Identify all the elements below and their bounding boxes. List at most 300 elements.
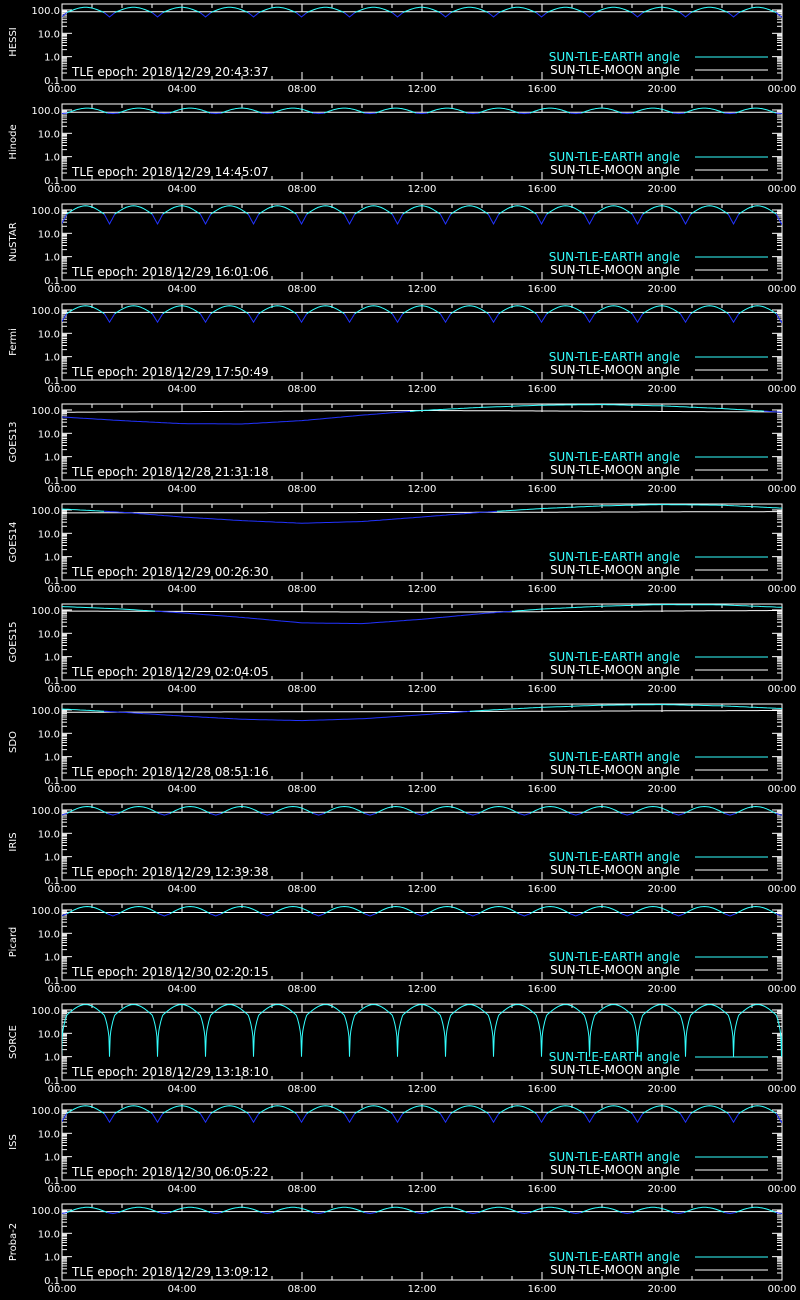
y-tick-label: 1.0: [44, 1052, 60, 1064]
earth-angle-series: [691, 1005, 728, 1016]
x-tick-label: 04:00: [167, 584, 197, 595]
earth-dip-series: [152, 1015, 163, 1057]
legend-earth-label: SUN-TLE-EARTH angle: [548, 850, 680, 864]
earth-dip-series: [724, 813, 735, 815]
satellite-name-label: SORCE: [8, 1025, 19, 1059]
x-tick-label: 04:00: [167, 1284, 197, 1295]
tle-epoch-label: TLE epoch: 2018/12/29 16:01:06: [72, 265, 269, 279]
x-tick-label: 12:00: [407, 1184, 437, 1195]
earth-dip-series: [200, 214, 211, 224]
earth-angle-series: [211, 1005, 248, 1016]
earth-dip-series: [467, 113, 478, 114]
earth-dip-series: [728, 214, 739, 224]
y-tick-label: 100.0: [31, 205, 60, 217]
earth-dip-series: [680, 1114, 691, 1123]
x-tick-label: 04:00: [167, 384, 197, 395]
series-group: [19, 1005, 800, 1057]
x-tick-label: 20:00: [647, 684, 677, 695]
satellite-name-label: NuSTAR: [8, 222, 19, 262]
x-tick-label: 16:00: [527, 884, 557, 895]
x-tick-label: 16:00: [527, 384, 557, 395]
y-tick-label: 100.0: [31, 1205, 60, 1217]
panel-goes15: [8, 604, 796, 695]
x-tick-label: 16:00: [527, 584, 557, 595]
earth-dip-series: [392, 214, 403, 224]
earth-dip-series: [488, 314, 499, 323]
y-tick-label: 1.0: [44, 852, 60, 864]
earth-dip-series: [467, 813, 478, 815]
x-tick-label: 16:00: [527, 1084, 557, 1095]
earth-dip-series: [584, 13, 595, 17]
x-tick-label: 12:00: [407, 284, 437, 295]
y-tick-label: 10.0: [37, 629, 60, 641]
x-tick-label: 00:00: [47, 884, 77, 895]
earth-dip-series: [673, 914, 684, 916]
earth-dip-series: [632, 1114, 643, 1123]
y-tick-label: 1.0: [44, 1252, 60, 1264]
satellite-name-label: SDO: [8, 731, 19, 753]
x-tick-label: 20:00: [647, 184, 677, 195]
series-group: [19, 206, 800, 224]
earth-dip-series: [392, 13, 403, 17]
earth-dip-series: [536, 314, 547, 323]
earth-dip-series: [152, 1114, 163, 1123]
earth-dip-series: [416, 813, 427, 815]
x-tick-label: 12:00: [407, 484, 437, 495]
earth-dip-series: [104, 1015, 115, 1057]
satellite-name-label: Picard: [8, 926, 19, 958]
earth-dip-series: [248, 13, 259, 17]
tle-epoch-label: TLE epoch: 2018/12/28 08:51:16: [72, 765, 269, 779]
earth-dip-series: [680, 214, 691, 224]
legend-earth-label: SUN-TLE-EARTH angle: [548, 550, 680, 564]
earth-dip-series: [570, 1213, 581, 1214]
y-tick-label: 100.0: [31, 905, 60, 917]
x-tick-label: 08:00: [287, 684, 317, 695]
y-tick-label: 10.0: [37, 129, 60, 141]
series-group: [16, 1207, 800, 1213]
earth-dip-series: [519, 1213, 530, 1214]
earth-dip-series: [296, 13, 307, 17]
y-tick-label: 0.1: [44, 376, 60, 387]
earth-dip-series: [488, 1015, 499, 1057]
earth-dip-series: [570, 813, 581, 815]
earth-dip-series: [313, 813, 324, 815]
earth-dip-series: [313, 1213, 324, 1214]
y-tick-label: 1.0: [44, 652, 60, 664]
x-tick-label: 08:00: [287, 984, 317, 995]
earth-dip-series: [104, 314, 115, 323]
x-tick-label: 04:00: [167, 984, 197, 995]
x-tick-label: 04:00: [167, 84, 197, 95]
earth-dip-series: [210, 1213, 221, 1214]
x-tick-label: 00:00: [47, 1184, 77, 1195]
legend-earth-label: SUN-TLE-EARTH angle: [548, 1250, 680, 1264]
earth-dip-series: [248, 1015, 259, 1057]
x-tick-label: 20:00: [647, 584, 677, 595]
earth-dip-series: [200, 1114, 211, 1123]
legend-moon-label: SUN-TLE-MOON angle: [550, 463, 680, 477]
panel-goes14: [8, 504, 796, 595]
satellite-name-label: GOES14: [8, 521, 19, 563]
y-tick-label: 100.0: [31, 805, 60, 817]
satellite-name-label: Proba-2: [8, 1222, 19, 1262]
legend-moon-label: SUN-TLE-MOON angle: [550, 663, 680, 677]
satellite-name-label: ISS: [8, 1134, 19, 1150]
x-tick-label: 08:00: [287, 384, 317, 395]
x-tick-label: 00:00: [767, 1084, 797, 1095]
legend-moon-label: SUN-TLE-MOON angle: [550, 963, 680, 977]
x-tick-label: 12:00: [407, 584, 437, 595]
legend-moon-label: SUN-TLE-MOON angle: [550, 263, 680, 277]
x-tick-label: 08:00: [287, 1184, 317, 1195]
x-tick-label: 12:00: [407, 84, 437, 95]
tle-epoch-label: TLE epoch: 2018/12/29 20:43:37: [72, 65, 269, 79]
earth-dip-series: [107, 813, 118, 815]
legend-moon-label: SUN-TLE-MOON angle: [550, 763, 680, 777]
legend-earth-label: SUN-TLE-EARTH angle: [548, 1050, 680, 1064]
y-tick-label: 0.1: [44, 1276, 60, 1287]
earth-dip-series: [536, 214, 547, 224]
panel-picard: [8, 904, 800, 995]
earth-angle-series: [115, 1005, 152, 1016]
earth-dip-series: [570, 914, 581, 916]
x-tick-label: 16:00: [527, 284, 557, 295]
earth-dip-series: [262, 113, 273, 114]
earth-angle-series: [62, 607, 155, 612]
x-tick-label: 20:00: [647, 1284, 677, 1295]
earth-angle-series: [787, 1207, 800, 1212]
y-tick-label: 0.1: [44, 876, 60, 887]
series-group: [19, 7, 800, 17]
y-tick-label: 100.0: [31, 505, 60, 517]
x-tick-label: 04:00: [167, 284, 197, 295]
earth-angle-series: [259, 1005, 296, 1016]
earth-dip-series: [416, 914, 427, 916]
x-tick-label: 00:00: [47, 684, 77, 695]
y-tick-label: 10.0: [37, 729, 60, 741]
panel-hessi: [8, 4, 800, 95]
panel-fermi: [8, 304, 800, 395]
y-tick-label: 10.0: [37, 1029, 60, 1041]
earth-dip-series: [622, 914, 633, 916]
earth-dip-series: [107, 914, 118, 916]
tle-epoch-label: TLE epoch: 2018/12/29 17:50:49: [72, 365, 269, 379]
earth-angle-series: [739, 1005, 776, 1016]
earth-dip-series: [467, 914, 478, 916]
earth-dip-series: [392, 1015, 403, 1057]
earth-dip-series: [440, 1015, 451, 1057]
earth-dip-series: [262, 914, 273, 916]
x-tick-label: 16:00: [527, 184, 557, 195]
x-tick-label: 00:00: [47, 1284, 77, 1295]
series-group: [16, 807, 800, 816]
earth-dip-series: [152, 314, 163, 323]
y-tick-label: 10.0: [37, 529, 60, 541]
earth-dip-series: [440, 214, 451, 224]
earth-angle-series: [787, 1005, 800, 1016]
earth-dip-series: [632, 214, 643, 224]
earth-dip-series: [262, 1213, 273, 1214]
y-tick-label: 0.1: [44, 1076, 60, 1087]
earth-dip-series: [536, 13, 547, 17]
y-tick-label: 10.0: [37, 929, 60, 941]
tle-epoch-label: TLE epoch: 2018/12/29 14:45:07: [72, 165, 269, 179]
x-tick-label: 20:00: [647, 384, 677, 395]
y-tick-label: 0.1: [44, 176, 60, 187]
panel-goes13: [8, 404, 796, 495]
x-tick-label: 00:00: [767, 784, 797, 795]
tle-epoch-label: TLE epoch: 2018/12/29 13:09:12: [72, 1265, 269, 1279]
y-tick-label: 0.1: [44, 776, 60, 787]
earth-dip-series: [488, 13, 499, 17]
y-tick-label: 0.1: [44, 676, 60, 687]
x-tick-label: 12:00: [407, 1284, 437, 1295]
y-tick-label: 10.0: [37, 1229, 60, 1241]
legend-moon-label: SUN-TLE-MOON angle: [550, 363, 680, 377]
x-tick-label: 08:00: [287, 84, 317, 95]
series-group: [16, 108, 800, 114]
earth-angle-series: [67, 1005, 104, 1016]
earth-dip-series: [296, 314, 307, 323]
earth-dip-series: [107, 113, 118, 114]
earth-dip-series: [152, 13, 163, 17]
x-tick-label: 20:00: [647, 984, 677, 995]
y-tick-label: 1.0: [44, 352, 60, 364]
earth-angle-series: [497, 505, 782, 512]
x-tick-label: 12:00: [407, 784, 437, 795]
tle-epoch-label: TLE epoch: 2018/12/29 12:39:38: [72, 865, 269, 879]
earth-dip-series: [200, 1015, 211, 1057]
x-tick-label: 16:00: [527, 484, 557, 495]
earth-angle-series: [787, 306, 800, 314]
y-tick-label: 100.0: [31, 1105, 60, 1117]
earth-angle-series: [451, 1005, 488, 1016]
x-tick-label: 00:00: [767, 584, 797, 595]
legend-moon-label: SUN-TLE-MOON angle: [550, 1063, 680, 1077]
earth-angle-series: [355, 1005, 392, 1016]
y-tick-label: 100.0: [31, 305, 60, 317]
legend-moon-label: SUN-TLE-MOON angle: [550, 863, 680, 877]
satellite-name-label: Fermi: [8, 328, 19, 356]
legend-earth-label: SUN-TLE-EARTH angle: [548, 350, 680, 364]
x-tick-label: 12:00: [407, 984, 437, 995]
x-tick-label: 00:00: [47, 184, 77, 195]
legend-earth-label: SUN-TLE-EARTH angle: [548, 450, 680, 464]
x-tick-label: 04:00: [167, 884, 197, 895]
earth-angle-series: [307, 1005, 344, 1016]
earth-dip-series: [680, 1015, 691, 1057]
earth-angle-series: [62, 411, 410, 424]
legend-moon-label: SUN-TLE-MOON angle: [550, 563, 680, 577]
x-tick-label: 00:00: [47, 84, 77, 95]
x-tick-label: 00:00: [47, 484, 77, 495]
earth-dip-series: [673, 1213, 684, 1214]
earth-dip-series: [344, 1114, 355, 1123]
legend-earth-label: SUN-TLE-EARTH angle: [548, 150, 680, 164]
earth-dip-series: [519, 813, 530, 815]
earth-dip-series: [519, 113, 530, 114]
earth-dip-series: [210, 914, 221, 916]
earth-dip-series: [519, 914, 530, 916]
x-tick-label: 12:00: [407, 384, 437, 395]
panel-sorce: [8, 1004, 800, 1095]
earth-dip-series: [104, 13, 115, 17]
earth-dip-series: [488, 214, 499, 224]
x-tick-label: 00:00: [47, 784, 77, 795]
x-tick-label: 00:00: [47, 284, 77, 295]
panel-proba-2: [8, 1204, 800, 1295]
tle-epoch-label: TLE epoch: 2018/12/29 13:18:10: [72, 1065, 269, 1079]
y-tick-label: 10.0: [37, 229, 60, 241]
earth-dip-series: [159, 1213, 170, 1214]
earth-dip-series: [296, 214, 307, 224]
legend-earth-label: SUN-TLE-EARTH angle: [548, 650, 680, 664]
earth-dip-series: [584, 214, 595, 224]
x-tick-label: 12:00: [407, 184, 437, 195]
x-tick-label: 00:00: [767, 484, 797, 495]
earth-dip-series: [776, 113, 787, 114]
earth-dip-series: [673, 813, 684, 815]
earth-angle-series: [499, 1005, 536, 1016]
x-tick-label: 12:00: [407, 884, 437, 895]
y-tick-label: 100.0: [31, 705, 60, 717]
x-tick-label: 04:00: [167, 1184, 197, 1195]
legend-moon-label: SUN-TLE-MOON angle: [550, 163, 680, 177]
x-tick-label: 04:00: [167, 184, 197, 195]
x-tick-label: 20:00: [647, 1184, 677, 1195]
x-tick-label: 16:00: [527, 984, 557, 995]
satellite-name-label: Hinode: [8, 124, 19, 160]
y-tick-label: 100.0: [31, 605, 60, 617]
satellite-name-label: IRIS: [8, 832, 19, 852]
earth-angle-series: [155, 611, 512, 624]
earth-dip-series: [248, 1114, 259, 1123]
earth-dip-series: [728, 1114, 739, 1123]
tle-epoch-label: TLE epoch: 2018/12/30 02:20:15: [72, 965, 269, 979]
earth-dip-series: [248, 314, 259, 323]
x-tick-label: 00:00: [767, 1284, 797, 1295]
y-tick-label: 100.0: [31, 1005, 60, 1017]
x-tick-label: 08:00: [287, 584, 317, 595]
earth-dip-series: [680, 314, 691, 323]
legend-earth-label: SUN-TLE-EARTH angle: [548, 50, 680, 64]
earth-dip-series: [440, 314, 451, 323]
x-tick-label: 08:00: [287, 784, 317, 795]
y-tick-label: 0.1: [44, 576, 60, 587]
earth-dip-series: [392, 1114, 403, 1123]
legend-earth-label: SUN-TLE-EARTH angle: [548, 950, 680, 964]
earth-dip-series: [584, 314, 595, 323]
earth-dip-series: [296, 1114, 307, 1123]
y-tick-label: 0.1: [44, 976, 60, 987]
earth-dip-series: [364, 1213, 375, 1214]
y-tick-label: 100.0: [31, 5, 60, 17]
x-tick-label: 16:00: [527, 1284, 557, 1295]
earth-dip-series: [200, 314, 211, 323]
legend-earth-label: SUN-TLE-EARTH angle: [548, 250, 680, 264]
earth-dip-series: [364, 113, 375, 114]
legend-earth-label: SUN-TLE-EARTH angle: [548, 750, 680, 764]
series-group: [19, 306, 800, 322]
earth-dip-series: [632, 13, 643, 17]
earth-dip-series: [467, 1213, 478, 1214]
earth-dip-series: [364, 914, 375, 916]
earth-dip-series: [622, 813, 633, 815]
x-tick-label: 16:00: [527, 684, 557, 695]
x-tick-label: 20:00: [647, 884, 677, 895]
x-tick-label: 00:00: [767, 684, 797, 695]
earth-angle-series: [547, 1005, 584, 1016]
x-tick-label: 00:00: [47, 384, 77, 395]
earth-angle-series: [787, 206, 800, 214]
legend-moon-label: SUN-TLE-MOON angle: [550, 1263, 680, 1277]
satellite-name-label: HESSI: [8, 27, 19, 57]
y-tick-label: 100.0: [31, 105, 60, 117]
earth-dip-series: [344, 1015, 355, 1057]
x-tick-label: 04:00: [167, 1084, 197, 1095]
panel-iris: [8, 804, 800, 895]
tle-epoch-label: TLE epoch: 2018/12/29 00:26:30: [72, 565, 269, 579]
earth-dip-series: [728, 13, 739, 17]
legend-moon-label: SUN-TLE-MOON angle: [550, 1163, 680, 1177]
legend-moon-label: SUN-TLE-MOON angle: [550, 63, 680, 77]
earth-dip-series: [728, 1015, 739, 1057]
earth-dip-series: [159, 914, 170, 916]
tle-epoch-label: TLE epoch: 2018/12/29 02:04:05: [72, 665, 269, 679]
earth-dip-series: [536, 1114, 547, 1123]
panel-iss: [8, 1104, 800, 1195]
earth-dip-series: [570, 113, 581, 114]
earth-dip-series: [344, 314, 355, 323]
y-tick-label: 1.0: [44, 452, 60, 464]
x-tick-label: 00:00: [47, 1084, 77, 1095]
y-tick-label: 1.0: [44, 1152, 60, 1164]
x-tick-label: 20:00: [647, 1084, 677, 1095]
earth-dip-series: [104, 1114, 115, 1123]
earth-dip-series: [392, 314, 403, 323]
series-group: [19, 1106, 800, 1122]
x-tick-label: 00:00: [767, 184, 797, 195]
tle-epoch-label: TLE epoch: 2018/12/30 06:05:22: [72, 1165, 269, 1179]
earth-dip-series: [622, 1213, 633, 1214]
legend-earth-label: SUN-TLE-EARTH angle: [548, 1150, 680, 1164]
x-tick-label: 00:00: [47, 984, 77, 995]
satellite-name-label: GOES13: [8, 421, 19, 463]
x-tick-label: 04:00: [167, 484, 197, 495]
earth-dip-series: [159, 813, 170, 815]
earth-dip-series: [159, 113, 170, 114]
earth-angle-series: [787, 907, 800, 914]
y-tick-label: 10.0: [37, 29, 60, 41]
earth-dip-series: [440, 1114, 451, 1123]
y-tick-label: 10.0: [37, 829, 60, 841]
x-tick-label: 00:00: [767, 984, 797, 995]
earth-dip-series: [680, 13, 691, 17]
x-tick-label: 08:00: [287, 284, 317, 295]
y-tick-label: 1.0: [44, 952, 60, 964]
earth-dip-series: [622, 113, 633, 114]
earth-dip-series: [724, 113, 735, 114]
earth-dip-series: [344, 13, 355, 17]
earth-dip-series: [262, 813, 273, 815]
x-tick-label: 00:00: [767, 384, 797, 395]
satellite-name-label: GOES15: [8, 621, 19, 663]
earth-angle-series: [787, 1106, 800, 1114]
x-tick-label: 08:00: [287, 884, 317, 895]
earth-dip-series: [728, 314, 739, 323]
x-tick-label: 12:00: [407, 684, 437, 695]
